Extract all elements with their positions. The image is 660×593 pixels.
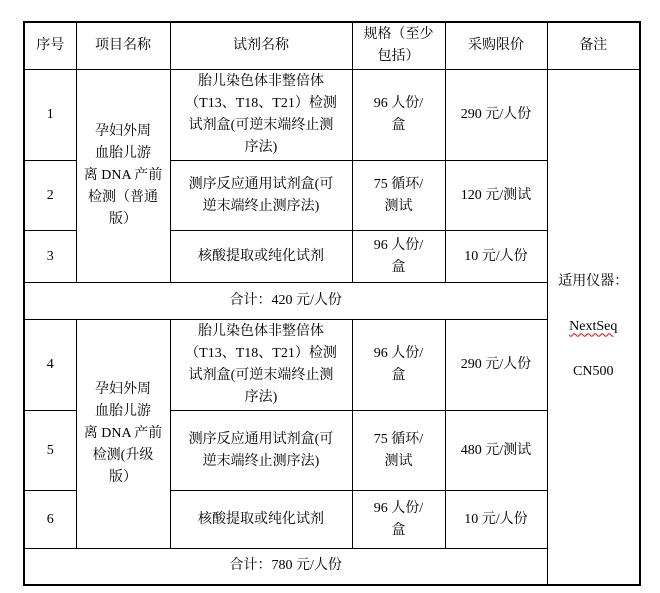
- table-header-row: [24, 22, 640, 70]
- header-cell-reagent: 试剂名称: [170, 22, 352, 70]
- spec-cell: 75 循环/ 测试: [352, 411, 445, 491]
- price-cell: 10 元/人份: [445, 231, 547, 283]
- row-no: 1: [24, 70, 76, 161]
- reagent-cell: 核酸提取或纯化试剂: [170, 491, 352, 549]
- header-cell-spec: 规格（至少 包括）: [352, 22, 445, 70]
- reagent-cell: 测序反应通用试剂盒(可 逆末端终止测序法): [170, 161, 352, 231]
- spec-cell: 96 人份/ 盒: [352, 320, 445, 411]
- subtotal-cell: 合计：780 元/人份: [24, 549, 547, 585]
- header-cell-remark: 备注: [547, 22, 640, 70]
- remark-label: 适用仪器：: [558, 274, 629, 290]
- row-no: 5: [24, 411, 76, 491]
- header-cell-no: 序号: [24, 22, 76, 70]
- reagent-cell: 胎儿染色体非整倍体 （T13、T18、T21）检测 试剂盒(可逆末端终止测 序法): [170, 320, 352, 411]
- row-no: 4: [24, 320, 76, 411]
- price-cell: 290 元/人份: [445, 320, 547, 411]
- row-no: 6: [24, 491, 76, 549]
- header-cell-project: 项目名称: [76, 22, 170, 70]
- remark-cell: [547, 70, 640, 585]
- reagent-cell: 核酸提取或纯化试剂: [170, 231, 352, 283]
- subtotal-cell: 合计：420 元/人份: [24, 283, 547, 320]
- reagent-cell: 测序反应通用试剂盒(可 逆末端终止测序法): [170, 411, 352, 491]
- procurement-table: [23, 21, 641, 586]
- spec-cell: 96 人份/ 盒: [352, 491, 445, 549]
- remark-instrument-name: [550, 315, 638, 338]
- price-cell: 290 元/人份: [445, 70, 547, 161]
- spellcheck-underlined-text: NextSeq: [569, 319, 618, 335]
- price-cell: 480 元/测试: [445, 411, 547, 491]
- price-cell: 10 元/人份: [445, 491, 547, 549]
- project-name-cell: 孕妇外周 血胎儿游 离 DNA 产前 检测(升级 版）: [76, 320, 170, 549]
- remark-instrument-model: CN500: [573, 364, 614, 380]
- table-row: [24, 70, 640, 161]
- header-cell-price: 采购限价: [445, 22, 547, 70]
- spec-cell: 96 人份/ 盒: [352, 231, 445, 283]
- spec-cell: 75 循环/ 测试: [352, 161, 445, 231]
- project-name-cell: 孕妇外周 血胎儿游 离 DNA 产前 检测（普通 版）: [76, 70, 170, 283]
- reagent-cell: 胎儿染色体非整倍体 （T13、T18、T21）检测 试剂盒(可逆末端终止测 序法): [170, 70, 352, 161]
- spec-cell: 96 人份/ 盒: [352, 70, 445, 161]
- row-no: 2: [24, 161, 76, 231]
- row-no: 3: [24, 231, 76, 283]
- price-cell: 120 元/测试: [445, 161, 547, 231]
